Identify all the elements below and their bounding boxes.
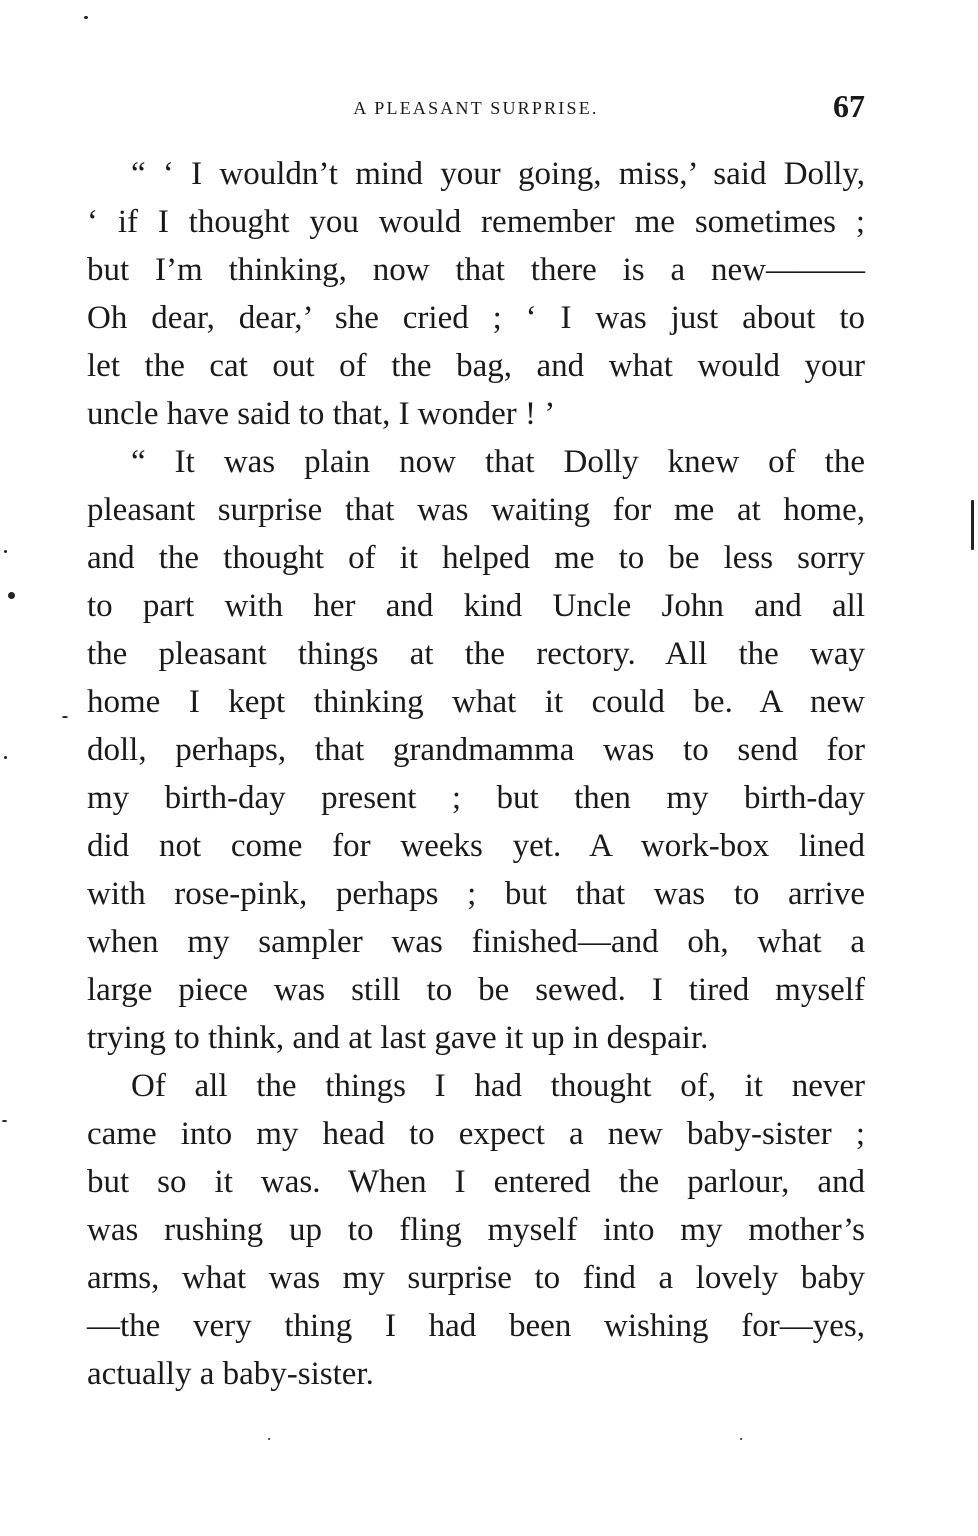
text-line: did not come for weeks yet. A work-box lined bbox=[87, 828, 865, 864]
running-head bbox=[87, 88, 865, 128]
text-line: doll, perhaps, that grandmamma was to send for bbox=[87, 732, 865, 768]
scan-speck bbox=[971, 500, 974, 550]
scan-speck bbox=[268, 1438, 270, 1440]
text-line: the pleasant things at the rectory. All the way bbox=[87, 636, 865, 672]
page-number: 67 bbox=[833, 88, 865, 124]
text-line: Of all the things I had thought of, it never bbox=[131, 1068, 865, 1104]
text-line: “ It was plain now that Dolly knew of the bbox=[131, 444, 865, 480]
text-line: uncle have said to that, I wonder ! ’ bbox=[87, 396, 556, 432]
text-line: actually a baby-sister. bbox=[87, 1356, 374, 1392]
scan-speck bbox=[8, 592, 15, 599]
text-line: trying to think, and at last gave it up in despair. bbox=[87, 1020, 709, 1056]
text-line: when my sampler was finished—and oh, what a bbox=[87, 924, 865, 960]
text-line: with rose-pink, perhaps ; but that was to arrive bbox=[87, 876, 865, 912]
scan-speck bbox=[84, 16, 88, 19]
scan-speck bbox=[4, 756, 7, 759]
text-line: to part with her and kind Uncle John and all bbox=[87, 588, 865, 624]
text-line: but so it was. When I entered the parlour, and bbox=[87, 1164, 865, 1200]
running-title: A PLEASANT SURPRISE. bbox=[353, 98, 599, 118]
text-line: was rushing up to fling myself into my mother’s bbox=[87, 1212, 865, 1248]
text-line: but I’m thinking, now that there is a new——— bbox=[87, 252, 865, 288]
text-line: and the thought of it helped me to be less sorry bbox=[87, 540, 865, 576]
text-line: let the cat out of the bag, and what would your bbox=[87, 348, 865, 384]
scan-speck bbox=[740, 1438, 742, 1440]
scan-speck bbox=[62, 716, 68, 718]
text-line: home I kept thinking what it could be. A new bbox=[87, 684, 865, 720]
scan-speck bbox=[2, 1120, 7, 1122]
scan-speck bbox=[4, 550, 7, 553]
body-text bbox=[87, 150, 865, 1398]
text-line: ‘ if I thought you would remember me sometimes ; bbox=[87, 204, 865, 240]
text-line: my birth-day present ; but then my birth-day bbox=[87, 780, 865, 816]
text-line: Oh dear, dear,’ she cried ; ‘ I was just about to bbox=[87, 300, 865, 336]
text-line: “ ‘ I wouldn’t mind your going, miss,’ said Dolly, bbox=[131, 156, 865, 192]
text-line: pleasant surprise that was waiting for me at home, bbox=[87, 492, 865, 528]
text-line: came into my head to expect a new baby-sister ; bbox=[87, 1116, 865, 1152]
text-line: arms, what was my surprise to find a lovely baby bbox=[87, 1260, 865, 1296]
text-line: large piece was still to be sewed. I tired myself bbox=[87, 972, 865, 1008]
text-line: —the very thing I had been wishing for—yes, bbox=[87, 1308, 865, 1344]
